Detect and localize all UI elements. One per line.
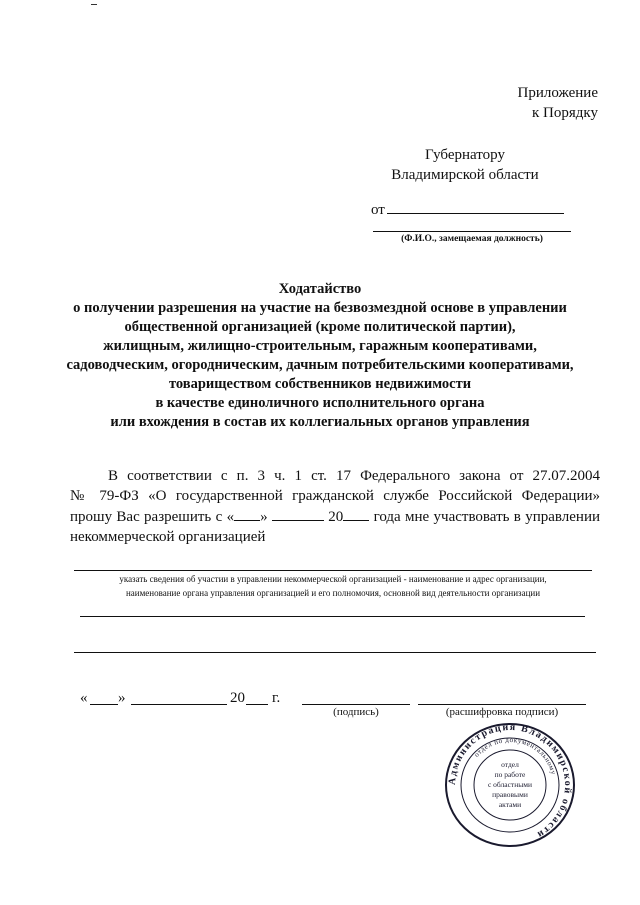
title-line-1: Ходатайство [278, 281, 362, 297]
stamp-center-line-3: с областными [487, 780, 533, 789]
stamp-center-line-1: отдел [501, 760, 519, 769]
signature-caption: (подпись) [333, 706, 379, 718]
body-line-4: некоммерческой организацией [70, 529, 266, 545]
body-line-2: № 79-ФЗ «О государственной гражданской службе Российской Федерации» [70, 488, 600, 504]
sign-year-blank[interactable] [246, 704, 268, 705]
info-hint-line-1: указать сведения об участии в управлении некоммерческой организацией - наименование и адрес организации, [119, 574, 547, 584]
body-line-3-quote: » [260, 509, 268, 525]
info-line-1 [74, 570, 592, 571]
addressee [350, 145, 580, 185]
info-hint-line-2: наименование органа управления организацией и его полномочия, основной вид деятельности организации [125, 588, 541, 598]
year-blank[interactable] [343, 506, 369, 521]
sign-day-blank[interactable] [90, 704, 118, 705]
month-blank[interactable] [272, 506, 324, 521]
date-open-quote: « [80, 690, 88, 706]
stamp-center-line-2: по работе [494, 770, 526, 779]
info-hint [74, 572, 592, 600]
body-line-3-start: прошу Вас разрешить с « [70, 509, 235, 525]
body-paragraph [70, 466, 600, 547]
title-line-2: о получении разрешения на участие на безвозмездной основе в управлении [73, 300, 567, 316]
appendix-note [398, 83, 598, 123]
appendix-line1: Приложение [517, 85, 598, 101]
stamp-ring-inner-text: отдел по документальному [472, 735, 558, 776]
from-caption: (Ф.И.О., замещаемая должность) [401, 234, 543, 244]
sign-month-blank[interactable] [131, 704, 227, 705]
addressee-line2: Владимирской области [391, 167, 539, 183]
title-line-6: товариществом собственников недвижимости [168, 376, 472, 392]
title-line-4: жилищным, жилищно-строительным, гаражным кооперативами, [103, 338, 537, 354]
from-label: от [371, 202, 385, 218]
date-close-quote: » [118, 690, 126, 706]
title-line-8: или вхождения в состав их коллегиальных органов управления [110, 414, 530, 430]
signature-decode-caption: (расшифровка подписи) [445, 706, 559, 718]
addressee-line1: Губернатору [425, 147, 505, 163]
body-line-3 [70, 506, 600, 527]
stamp-ring-text: Администрация Владимирской области [446, 721, 574, 841]
body-line-3-year: 20 [328, 509, 344, 525]
document-title [40, 280, 600, 432]
stamp-center-line-4: правовыми [492, 790, 528, 799]
sign-year-suffix: г. [272, 690, 281, 706]
signature-line[interactable] [302, 704, 410, 705]
body-line-1: В соответствии с п. 3 ч. 1 ст. 17 Федерального закона от 27.07.2004 [108, 468, 600, 484]
corner-mark [91, 4, 97, 5]
sign-year-prefix: 20 [230, 690, 245, 706]
info-line-2 [80, 616, 585, 617]
title-line-7: в качестве единоличного исполнительного органа [155, 395, 485, 411]
appendix-line2: к Порядку [532, 105, 598, 121]
title-line-5: садоводческим, огородническим, дачным потребительскими кооперативами, [66, 357, 574, 373]
signature-decode-line[interactable] [418, 704, 586, 705]
body-line-3-end: года мне участвовать в управлении [373, 509, 600, 525]
stamp-center-line-5: актами [498, 800, 522, 809]
info-line-3 [74, 652, 596, 653]
title-line-3: общественной организацией (кроме политической партии), [124, 319, 516, 335]
day-blank[interactable] [234, 506, 260, 521]
from-field-line-2 [373, 231, 571, 232]
from-field-line-1 [387, 213, 564, 214]
official-stamp [440, 720, 580, 850]
